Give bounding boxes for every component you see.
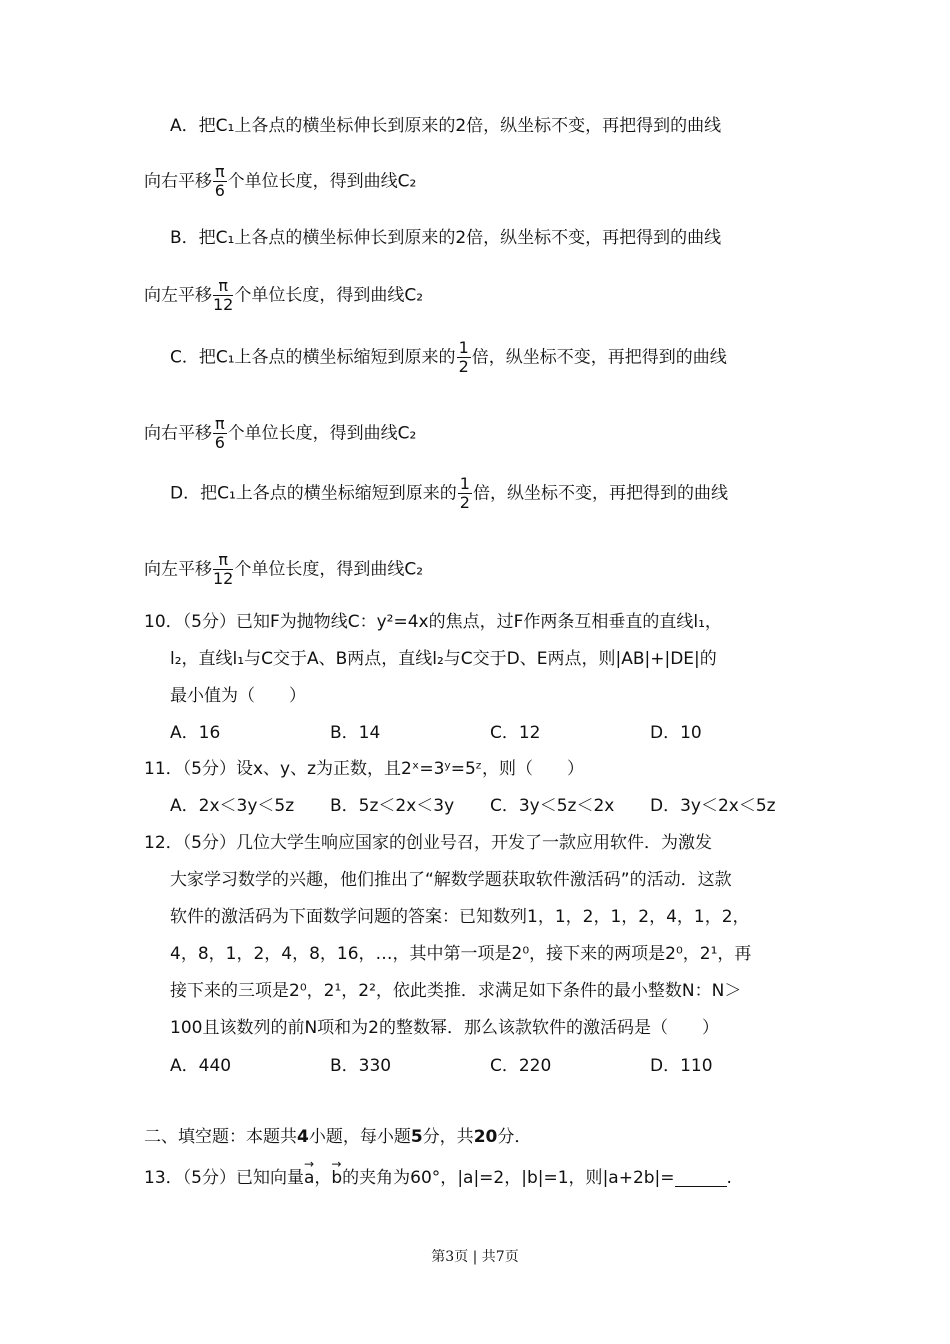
option-b-line2 [144, 278, 423, 313]
q13-abs-b: |b|=1，则 [521, 1168, 603, 1188]
question-12-line4: 4，8，1，2，4，8，16，…，其中第一项是2⁰，接下来的两项是2⁰，2¹，再 [170, 944, 752, 964]
fraction-pi-over-12: $\frac{\pi}{12}$ [213, 276, 234, 314]
question-11-line1: 11．（5分）设x、y、z为正数，且2ˣ=3ʸ=5ᶻ，则（ ） [144, 759, 585, 779]
question-12-line6: 100且该数列的前N项和为2的整数幂．那么该款软件的激活码是（ ） [170, 1018, 719, 1038]
option-d-line1-pre: D．把C₁上各点的横坐标缩短到原来的 [170, 483, 457, 504]
option-c-line1-pre: C．把C₁上各点的横坐标缩短到原来的 [170, 347, 456, 368]
answer-blank[interactable] [675, 1172, 727, 1187]
q12-option-a[interactable]: A．440 [170, 1056, 232, 1076]
option-a-line1: A．把C₁上各点的横坐标伸长到原来的2倍，纵坐标不变，再把得到的曲线 [170, 116, 722, 136]
q11-option-c[interactable]: C．3y＜5z＜2x [490, 796, 615, 816]
q10-option-c[interactable]: C．12 [490, 723, 541, 743]
q13-expression: |a+2b|= [602, 1168, 675, 1188]
question-12-line3: 软件的激活码为下面数学问题的答案：已知数列1，1，2，1，2，4，1，2， [170, 907, 750, 927]
option-d-line2 [144, 552, 423, 587]
option-c-line1 [170, 340, 727, 375]
option-d-line2-pre: 向左平移 [144, 559, 212, 580]
option-a-line2-post: 个单位长度，得到曲线C₂ [227, 171, 417, 192]
option-b-line1: B．把C₁上各点的横坐标伸长到原来的2倍，纵坐标不变，再把得到的曲线 [170, 228, 722, 248]
question-12-options [170, 1058, 810, 1075]
question-11-options [170, 798, 810, 815]
vector-a: → a [304, 1164, 314, 1187]
option-c-line2 [144, 416, 416, 451]
question-12-line5: 接下来的三项是2⁰，2¹，2²，依此类推．求满足如下条件的最小整数N：N＞ [170, 981, 742, 1001]
option-c-line2-pre: 向右平移 [144, 423, 212, 444]
q13-angle: 的夹角为60°， [342, 1168, 458, 1188]
option-c-line2-post: 个单位长度，得到曲线C₂ [227, 423, 417, 444]
q11-option-d[interactable]: D．3y＜2x＜5z [650, 796, 776, 816]
option-d-line1-post: 倍，纵坐标不变，再把得到的曲线 [472, 483, 728, 504]
q11-option-b[interactable]: B．5z＜2x＜3y [330, 796, 455, 816]
fraction-one-half: $\frac{1}{2}$ [459, 474, 470, 512]
q13-text-pre: 13．（5分）已知向量 [144, 1168, 304, 1188]
option-a-line2 [144, 164, 416, 199]
question-10-options [170, 725, 810, 742]
question-12-line1: 12．（5分）几位大学生响应国家的创业号召，开发了一款应用软件．为激发 [144, 833, 712, 853]
fraction-pi-over-6: $\frac{\pi}{6}$ [214, 162, 225, 200]
page-footer: 第3页 | 共7页 [431, 1249, 519, 1265]
section-2-heading: 二、填空题：本题共4小题，每小题5分，共20分． [144, 1127, 532, 1147]
vector-b: → b [331, 1164, 342, 1187]
question-10-line1: 10．（5分）已知F为抛物线C：y²=4x的焦点，过F作两条互相垂直的直线l₁， [144, 612, 722, 632]
q11-option-a[interactable]: A．2x＜3y＜5z [170, 796, 295, 816]
option-d-line1 [170, 476, 728, 511]
option-a-line2-pre: 向右平移 [144, 171, 212, 192]
q12-option-c[interactable]: C．220 [490, 1056, 552, 1076]
question-10-line2: l₂，直线l₁与C交于A、B两点，直线l₂与C交于D、E两点，则|AB|+|DE|的 [170, 649, 717, 669]
question-13-line1: 13．（5分）已知向量→ a，→ b的夹角为60°，|a|=2，|b|=1，则|a+2b|= . [144, 1164, 732, 1187]
option-b-line2-pre: 向左平移 [144, 285, 212, 306]
q10-option-d[interactable]: D．10 [650, 723, 702, 743]
fraction-one-half: $\frac{1}{2}$ [458, 338, 469, 376]
q13-abs-a: |a|=2， [457, 1168, 522, 1188]
question-12-line2: 大家学习数学的兴趣，他们推出了“解数学题获取软件激活码”的活动．这款 [170, 870, 732, 890]
q10-option-b[interactable]: B．14 [330, 723, 381, 743]
fraction-pi-over-6: $\frac{\pi}{6}$ [214, 414, 225, 452]
question-10-line3: 最小值为（ ） [170, 686, 306, 706]
q12-option-b[interactable]: B．330 [330, 1056, 392, 1076]
fraction-pi-over-12: $\frac{\pi}{12}$ [213, 550, 234, 588]
option-b-line2-post: 个单位长度，得到曲线C₂ [234, 285, 424, 306]
q10-option-a[interactable]: A．16 [170, 723, 221, 743]
option-d-line2-post: 个单位长度，得到曲线C₂ [234, 559, 424, 580]
option-c-line1-post: 倍，纵坐标不变，再把得到的曲线 [471, 347, 727, 368]
q12-option-d[interactable]: D．110 [650, 1056, 713, 1076]
